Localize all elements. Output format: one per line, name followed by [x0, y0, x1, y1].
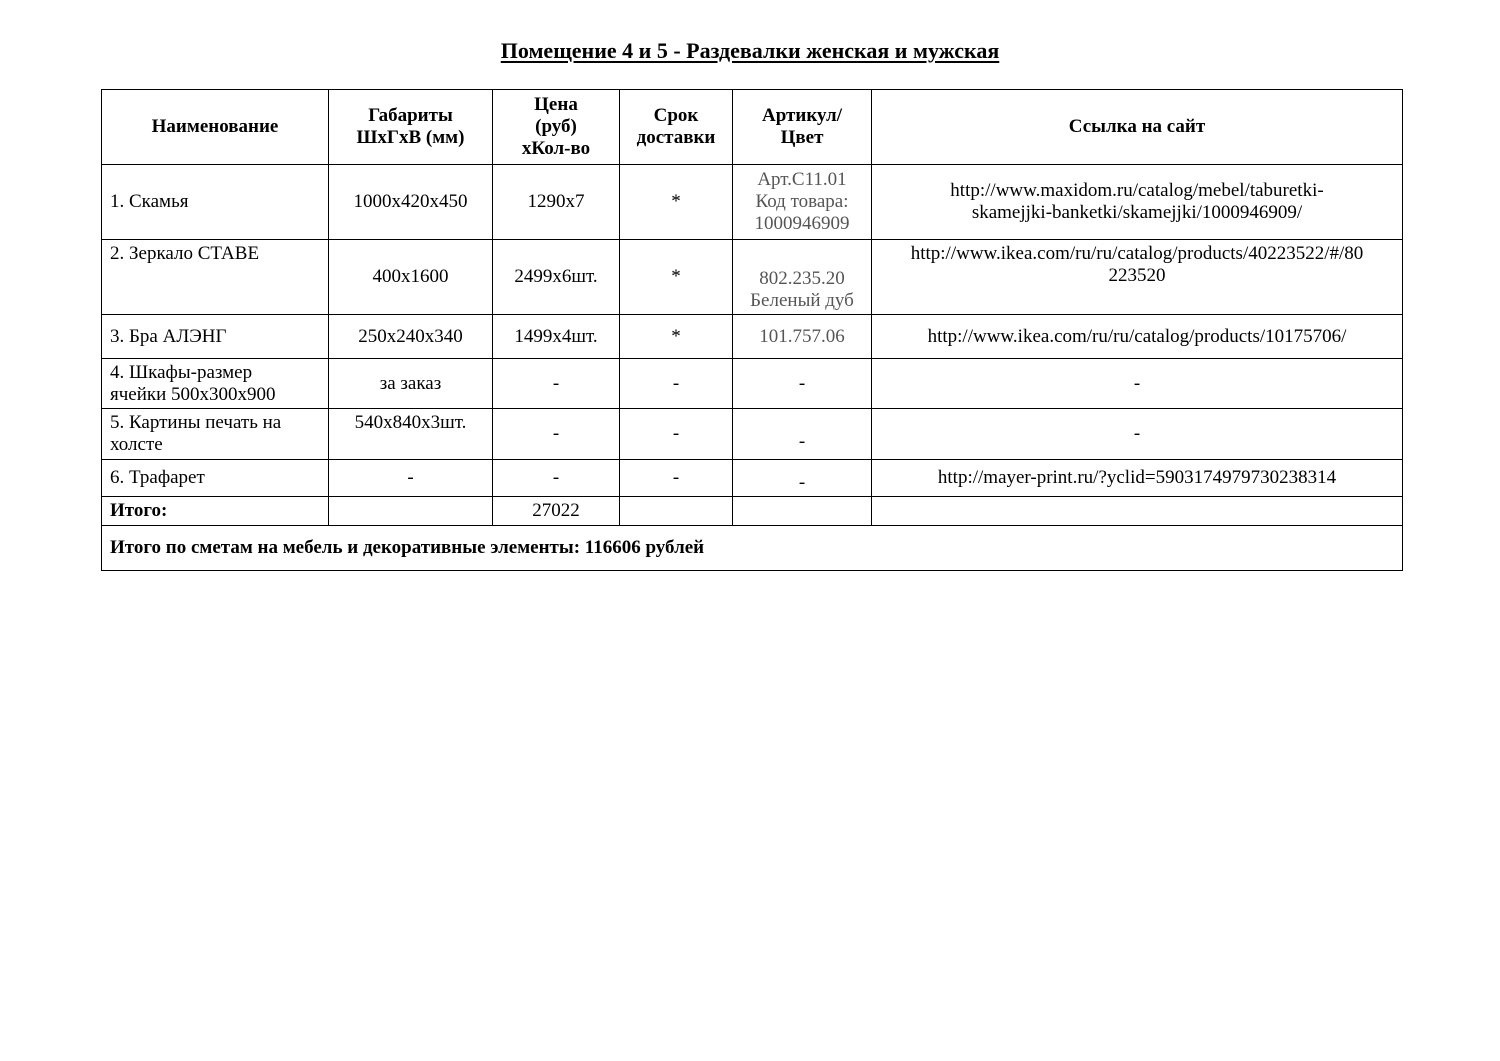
item-delivery: * [620, 165, 733, 240]
header-delivery: Срок доставки [620, 90, 733, 165]
item-name: 3. Бра АЛЭНГ [102, 315, 329, 359]
table-header-row [102, 90, 1403, 165]
document-title-text: Помещение 4 и 5 - Раздевалки женская и мужская [500, 38, 1000, 63]
item-link[interactable]: http://www.ikea.com/ru/ru/catalog/products/40223522/#/80 223520 [872, 240, 1403, 315]
total-empty-cell [329, 497, 493, 526]
header-price: Цена (руб) хКол-во [493, 90, 620, 165]
item-price: 1499х4шт. [493, 315, 620, 359]
header-dimensions: Габариты ШхГхВ (мм) [329, 90, 493, 165]
item-price: - [493, 359, 620, 409]
total-value: 27022 [493, 497, 620, 526]
item-price: - [493, 409, 620, 460]
item-price: 1290х7 [493, 165, 620, 240]
item-dimensions: 250х240х340 [329, 315, 493, 359]
header-article: Артикул/ Цвет [733, 90, 872, 165]
item-delivery: - [620, 409, 733, 460]
item-link: - [872, 409, 1403, 460]
item-delivery: * [620, 240, 733, 315]
item-dimensions: за заказ [329, 359, 493, 409]
item-link[interactable]: http://mayer-print.ru/?yclid=5903174979730238314 [872, 460, 1403, 497]
item-link: - [872, 359, 1403, 409]
item-article: Арт.С11.01 Код товара: 1000946909 [733, 165, 872, 240]
table-row [102, 240, 1403, 315]
item-article: 101.757.06 [733, 315, 872, 359]
total-empty-cell [620, 497, 733, 526]
item-delivery: * [620, 315, 733, 359]
item-price: 2499х6шт. [493, 240, 620, 315]
item-name: 1. Скамья [102, 165, 329, 240]
item-name: 6. Трафарет [102, 460, 329, 497]
item-dimensions: 1000х420х450 [329, 165, 493, 240]
header-name: Наименование [102, 90, 329, 165]
total-empty-cell [872, 497, 1403, 526]
item-dimensions: 540х840х3шт. [329, 409, 493, 460]
item-link[interactable]: http://www.ikea.com/ru/ru/catalog/products/10175706/ [872, 315, 1403, 359]
item-article: - [733, 359, 872, 409]
table-row [102, 359, 1403, 409]
item-article: - [733, 460, 872, 497]
grand-total-text: Итого по сметам на мебель и декоративные элементы: 116606 рублей [102, 526, 1403, 571]
header-link: Ссылка на сайт [872, 90, 1403, 165]
item-name: 2. Зеркало СТАВЕ [102, 240, 329, 315]
item-dimensions: 400х1600 [329, 240, 493, 315]
grand-total-row [102, 526, 1403, 571]
item-article: 802.235.20 Беленый дуб [733, 240, 872, 315]
table-row [102, 409, 1403, 460]
document-title [0, 38, 1500, 64]
item-name: 5. Картины печать на холсте [102, 409, 329, 460]
item-delivery: - [620, 460, 733, 497]
item-price: - [493, 460, 620, 497]
table-row [102, 315, 1403, 359]
total-label: Итого: [102, 497, 329, 526]
item-name: 4. Шкафы-размер ячейки 500х300х900 [102, 359, 329, 409]
total-row [102, 497, 1403, 526]
table-row [102, 460, 1403, 497]
item-dimensions: - [329, 460, 493, 497]
furniture-table [101, 89, 1403, 571]
item-delivery: - [620, 359, 733, 409]
item-article: - [733, 409, 872, 460]
table-row [102, 165, 1403, 240]
item-link[interactable]: http://www.maxidom.ru/catalog/mebel/taburetki- skamejjki-banketki/skamejjki/1000946909/ [872, 165, 1403, 240]
total-empty-cell [733, 497, 872, 526]
